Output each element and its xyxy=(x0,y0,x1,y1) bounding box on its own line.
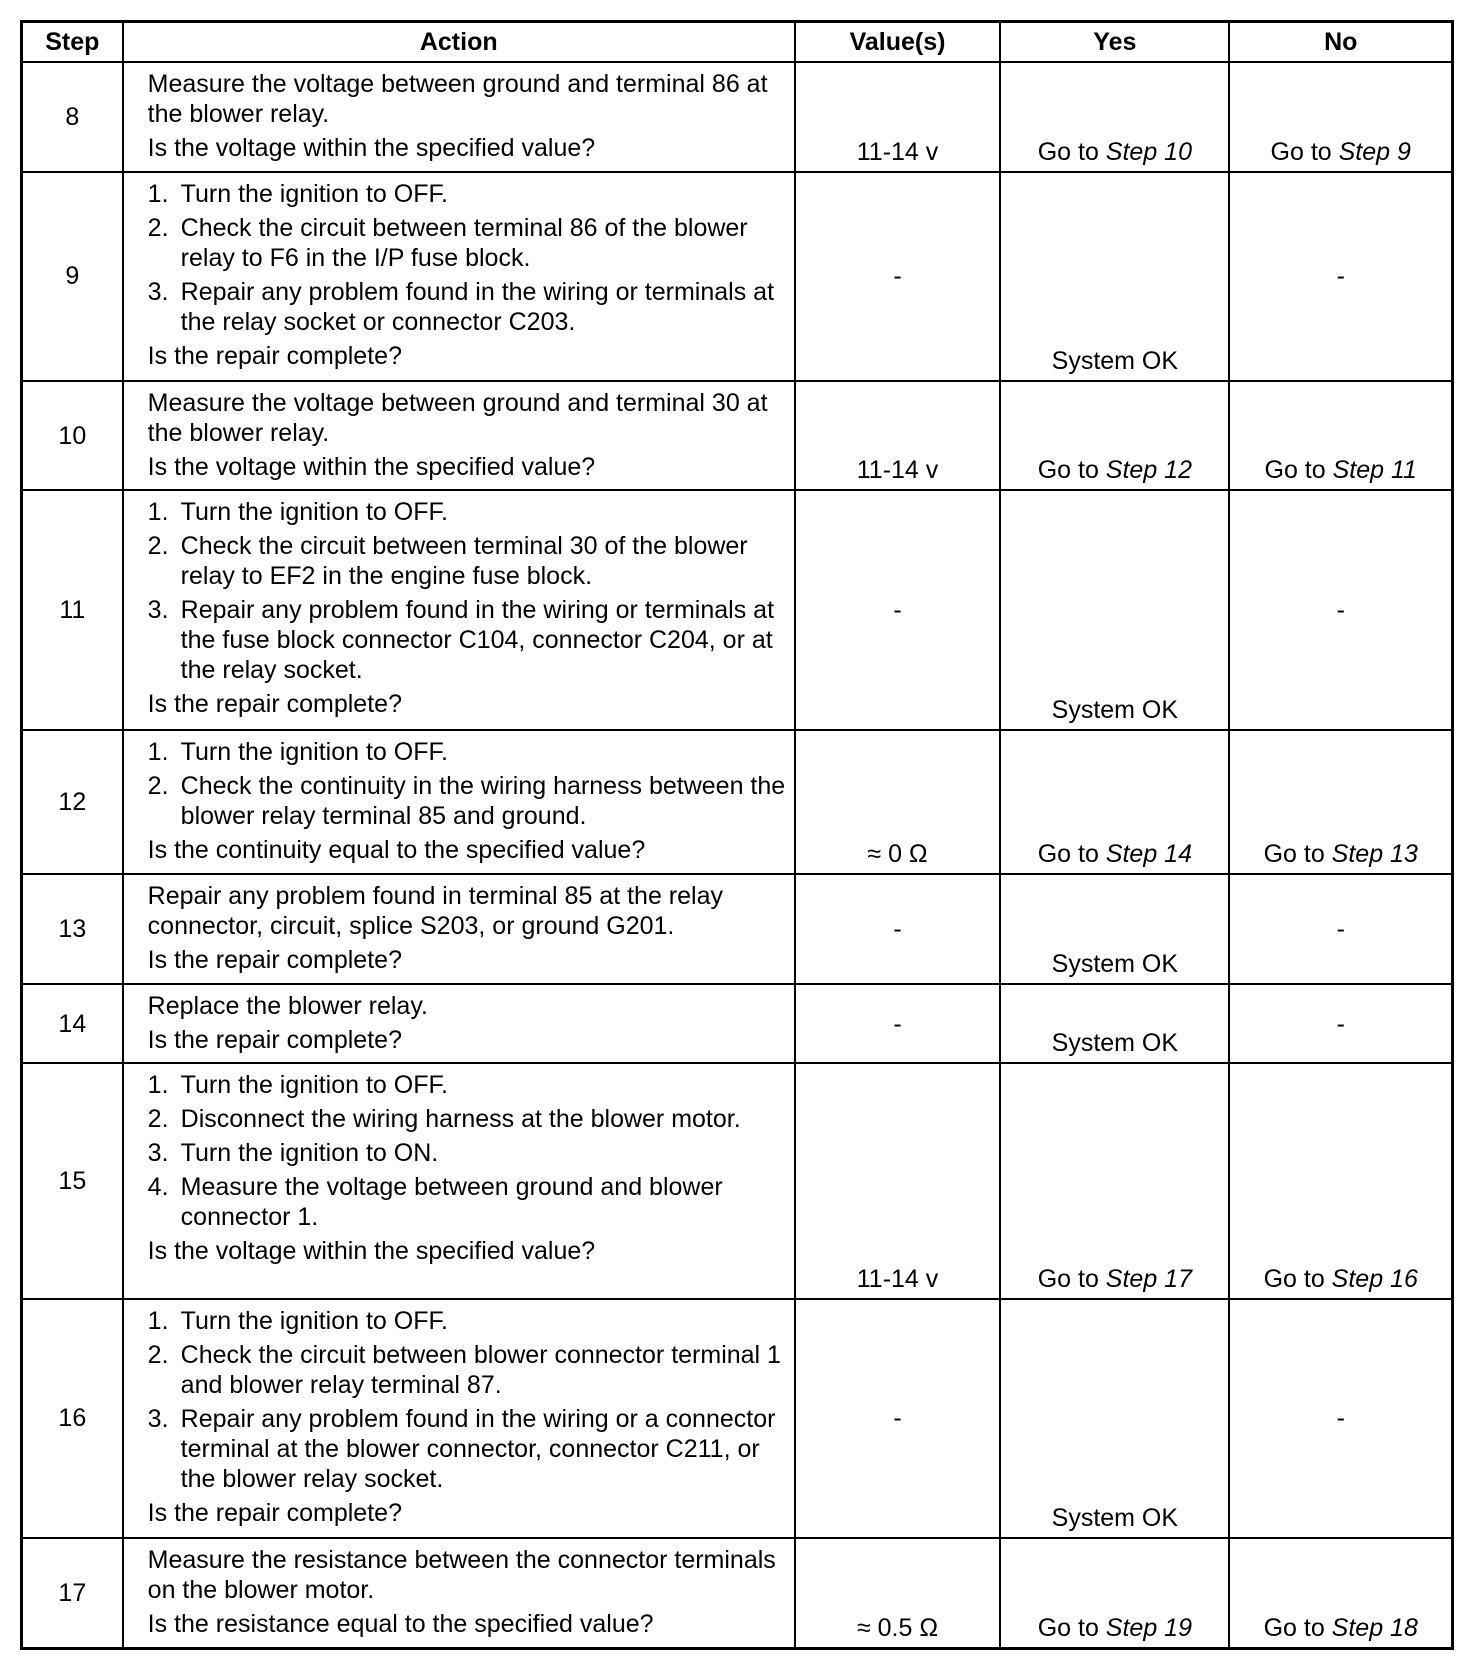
action-cell xyxy=(123,730,795,874)
yes-outcome-prefix: Go to xyxy=(1037,840,1106,869)
list-text: Check the circuit between terminal 86 of the blower relay to F6 in the I/P fuse block. xyxy=(180,213,748,272)
step-number: 15 xyxy=(22,1063,123,1299)
no-cell xyxy=(1229,1063,1452,1299)
yes-outcome-step-link[interactable]: Step 12 xyxy=(1105,456,1192,485)
no-outcome-prefix: Go to xyxy=(1263,1614,1332,1642)
list-number: 2. xyxy=(147,532,169,561)
table-row xyxy=(22,874,1453,984)
value-cell xyxy=(795,1538,1000,1648)
specified-value: - xyxy=(893,262,902,291)
yes-cell xyxy=(1000,490,1229,730)
no-outcome-text xyxy=(1230,137,1451,167)
action-question: Is the voltage within the specified value? xyxy=(147,134,596,162)
no-outcome-step-link[interactable]: Step 9 xyxy=(1338,137,1411,166)
step-number: 12 xyxy=(22,730,123,874)
list-text: Check the circuit between terminal 30 of the blower relay to EF2 in the engine fuse block. xyxy=(180,532,748,591)
yes-outcome-text xyxy=(1001,1613,1228,1643)
specified-value: - xyxy=(893,915,902,944)
yes-cell xyxy=(1000,730,1229,874)
yes-cell xyxy=(1000,874,1229,984)
no-outcome-text xyxy=(1230,455,1451,485)
no-outcome-text: - xyxy=(1336,915,1345,944)
step-number: 13 xyxy=(22,874,123,984)
no-cell xyxy=(1229,172,1452,381)
action-question: Is the voltage within the specified value? xyxy=(147,452,596,481)
step-number: 8 xyxy=(22,62,123,172)
value-cell xyxy=(795,984,1000,1063)
value-cell xyxy=(795,1299,1000,1539)
action-cell xyxy=(123,1063,795,1299)
action-text: Measure the voltage between ground and terminal 30 at the blower relay. xyxy=(147,388,768,447)
action-question: Is the voltage within the specified value? xyxy=(147,1237,596,1266)
list-number: 1. xyxy=(147,1071,169,1100)
action-text: Measure the voltage between ground and terminal 86 at the blower relay. xyxy=(147,70,768,128)
step-number: 16 xyxy=(22,1299,123,1539)
no-outcome-prefix: Go to xyxy=(1270,137,1339,166)
table-row xyxy=(22,381,1453,491)
action-question: Is the repair complete? xyxy=(147,946,402,975)
no-cell xyxy=(1229,62,1452,172)
value-cell xyxy=(795,381,1000,491)
no-cell xyxy=(1229,1299,1452,1539)
list-text: Turn the ignition to ON. xyxy=(180,1139,439,1168)
action-question: Is the repair complete? xyxy=(147,341,402,370)
header-row xyxy=(22,22,1453,63)
no-outcome-text: - xyxy=(1336,596,1345,625)
yes-outcome-text xyxy=(1001,455,1228,485)
specified-value: - xyxy=(893,1404,902,1433)
value-cell xyxy=(795,874,1000,984)
value-cell xyxy=(795,62,1000,172)
header-action: Action xyxy=(123,22,795,63)
no-outcome-step-link[interactable]: Step 13 xyxy=(1331,840,1418,869)
no-cell xyxy=(1229,874,1452,984)
yes-cell xyxy=(1000,1299,1229,1539)
list-text: Repair any problem found in the wiring or a connector terminal at the blower connector, connector C211, or the blower relay socket. xyxy=(180,1404,776,1493)
yes-cell xyxy=(1000,62,1229,172)
table-row xyxy=(22,490,1453,730)
specified-value: 11-14 v xyxy=(856,1264,939,1293)
action-cell xyxy=(123,984,795,1063)
action-list-item xyxy=(148,771,786,831)
no-outcome-text: - xyxy=(1336,1404,1345,1433)
yes-outcome-text: System OK xyxy=(1051,1504,1179,1533)
no-cell xyxy=(1229,984,1452,1063)
diagnostic-table xyxy=(20,20,1454,1650)
action-list-item xyxy=(148,1306,786,1336)
list-text: Turn the ignition to OFF. xyxy=(180,498,448,527)
no-cell xyxy=(1229,1538,1452,1648)
action-question: Is the repair complete? xyxy=(147,690,402,719)
action-list-item xyxy=(148,595,786,685)
step-number: 11 xyxy=(22,490,123,730)
action-question: Is the repair complete? xyxy=(147,1498,402,1527)
action-cell xyxy=(123,1538,795,1648)
table-row xyxy=(22,1538,1453,1648)
action-question: Is the resistance equal to the specified value? xyxy=(147,1610,654,1639)
yes-outcome-prefix: Go to xyxy=(1037,456,1106,485)
list-number: 3. xyxy=(147,596,169,625)
no-outcome-text: - xyxy=(1336,1009,1345,1038)
step-number: 14 xyxy=(22,984,123,1063)
list-number: 4. xyxy=(147,1173,169,1202)
action-list-item xyxy=(148,179,786,209)
no-cell xyxy=(1229,730,1452,874)
no-outcome-step-link[interactable]: Step 11 xyxy=(1332,456,1417,485)
no-outcome-text: - xyxy=(1336,262,1345,291)
diagnostic-page xyxy=(20,20,1454,1650)
yes-outcome-text xyxy=(1001,839,1228,869)
list-number: 3. xyxy=(147,1404,169,1433)
specified-value: - xyxy=(893,596,902,625)
no-outcome-step-link[interactable]: Step 18 xyxy=(1331,1614,1418,1642)
list-number: 2. xyxy=(147,1340,169,1369)
action-list-item xyxy=(148,1172,786,1232)
list-number: 1. xyxy=(147,1306,169,1335)
list-number: 3. xyxy=(147,1139,169,1168)
yes-cell xyxy=(1000,381,1229,491)
specified-value: 11-14 v xyxy=(856,456,939,485)
header-no: No xyxy=(1229,22,1452,63)
yes-cell xyxy=(1000,1538,1229,1648)
action-cell xyxy=(123,1299,795,1539)
list-number: 3. xyxy=(147,277,169,306)
list-text: Check the circuit between blower connector terminal 1 and blower relay terminal 87. xyxy=(180,1340,781,1399)
action-cell xyxy=(123,490,795,730)
step-number: 17 xyxy=(22,1538,123,1648)
list-number: 2. xyxy=(147,213,169,242)
action-list-item xyxy=(148,1138,786,1168)
yes-outcome-step-link[interactable]: Step 10 xyxy=(1105,137,1192,166)
yes-cell xyxy=(1000,172,1229,381)
action-cell xyxy=(123,62,795,172)
action-cell xyxy=(123,172,795,381)
action-list-item xyxy=(148,737,786,767)
list-text: Repair any problem found in the wiring or terminals at the relay socket or connector C203. xyxy=(180,277,775,336)
list-text: Repair any problem found in the wiring or terminals at the fuse block connector C104, connector C204, or at the relay socket. xyxy=(180,596,775,685)
header-step: Step xyxy=(22,22,123,63)
list-number: 2. xyxy=(147,1105,169,1134)
action-cell xyxy=(123,874,795,984)
yes-outcome-step-link[interactable]: Step 14 xyxy=(1105,840,1192,869)
specified-value: ≈ 0.5 Ω xyxy=(856,1614,939,1642)
action-list-item xyxy=(148,1404,786,1494)
specified-value: - xyxy=(893,1009,902,1038)
no-outcome-step-link[interactable]: Step 16 xyxy=(1331,1264,1418,1293)
list-number: 1. xyxy=(147,738,169,767)
table-row xyxy=(22,1063,1453,1299)
no-outcome-text xyxy=(1230,1264,1451,1294)
table-row xyxy=(22,62,1453,172)
list-text: Turn the ignition to OFF. xyxy=(180,1306,448,1335)
action-list-item xyxy=(148,531,786,591)
list-text: Measure the voltage between ground and blower connector 1. xyxy=(180,1173,723,1232)
action-text: Repair any problem found in terminal 85 at the relay connector, circuit, splice S203, or ground G201. xyxy=(147,882,723,941)
no-cell xyxy=(1229,381,1452,491)
action-cell xyxy=(123,381,795,491)
action-question: Is the continuity equal to the specified value? xyxy=(147,836,646,865)
yes-outcome-prefix: Go to xyxy=(1037,1264,1106,1293)
list-number: 1. xyxy=(147,498,169,527)
yes-outcome-prefix: Go to xyxy=(1037,1614,1106,1642)
no-outcome-prefix: Go to xyxy=(1263,1264,1332,1293)
list-text: Turn the ignition to OFF. xyxy=(180,179,448,208)
step-number: 9 xyxy=(22,172,123,381)
yes-outcome-text xyxy=(1001,1264,1228,1294)
table-row xyxy=(22,984,1453,1063)
list-number: 2. xyxy=(147,772,169,801)
list-text: Disconnect the wiring harness at the blower motor. xyxy=(180,1105,741,1134)
list-text: Check the continuity in the wiring harness between the blower relay terminal 85 and ground. xyxy=(180,772,786,831)
yes-outcome-text: System OK xyxy=(1051,1029,1179,1058)
table-row xyxy=(22,1299,1453,1539)
action-list-item xyxy=(148,277,786,337)
no-outcome-prefix: Go to xyxy=(1264,456,1333,485)
yes-outcome-text: System OK xyxy=(1051,696,1179,725)
action-text: Replace the blower relay. xyxy=(147,991,428,1020)
action-text: Measure the resistance between the connector terminals on the blower motor. xyxy=(147,1546,776,1605)
header-yes: Yes xyxy=(1000,22,1229,63)
yes-outcome-prefix: Go to xyxy=(1037,137,1106,166)
yes-outcome-text xyxy=(1001,137,1228,167)
yes-outcome-step-link[interactable]: Step 17 xyxy=(1105,1264,1192,1293)
no-outcome-text xyxy=(1230,1613,1451,1643)
value-cell xyxy=(795,1063,1000,1299)
yes-cell xyxy=(1000,984,1229,1063)
table-row xyxy=(22,172,1453,381)
list-text: Turn the ignition to OFF. xyxy=(180,738,448,767)
list-text: Turn the ignition to OFF. xyxy=(180,1071,448,1100)
action-list-item xyxy=(148,1340,786,1400)
value-cell xyxy=(795,730,1000,874)
action-list-item xyxy=(148,213,786,273)
table-body xyxy=(22,62,1453,1649)
no-cell xyxy=(1229,490,1452,730)
value-cell xyxy=(795,172,1000,381)
action-question: Is the repair complete? xyxy=(147,1025,402,1054)
yes-outcome-step-link[interactable]: Step 19 xyxy=(1105,1614,1192,1642)
action-list-item xyxy=(148,497,786,527)
step-number: 10 xyxy=(22,381,123,491)
no-outcome-prefix: Go to xyxy=(1263,840,1332,869)
yes-outcome-text: System OK xyxy=(1051,346,1179,375)
value-cell xyxy=(795,490,1000,730)
specified-value: ≈ 0 Ω xyxy=(867,840,928,869)
yes-outcome-text: System OK xyxy=(1051,949,1179,978)
specified-value: 11-14 v xyxy=(856,137,939,166)
table-row xyxy=(22,730,1453,874)
header-values: Value(s) xyxy=(795,22,1000,63)
action-list-item xyxy=(148,1104,786,1134)
list-number: 1. xyxy=(147,179,169,208)
yes-cell xyxy=(1000,1063,1229,1299)
action-list-item xyxy=(148,1070,786,1100)
no-outcome-text xyxy=(1230,839,1451,869)
